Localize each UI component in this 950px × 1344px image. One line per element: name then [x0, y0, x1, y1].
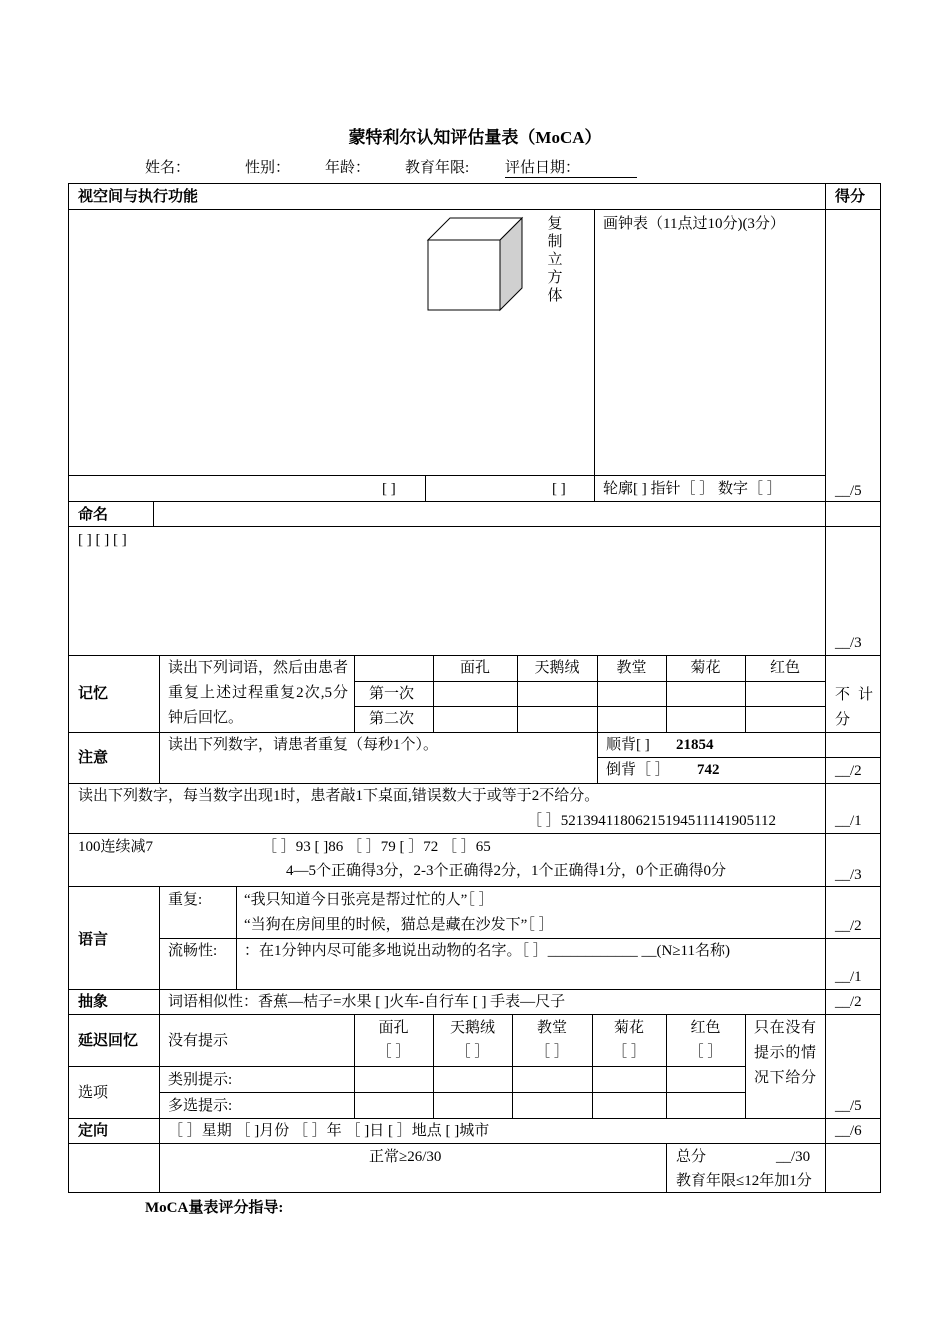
normal-threshold: 正常≥26/30: [369, 1149, 442, 1165]
fluency-score: __/1: [835, 969, 862, 985]
options-label: 选项: [78, 1085, 109, 1101]
delayed-recall-score: __/5: [835, 1098, 862, 1114]
repetition-label: 重复:: [168, 892, 203, 908]
delayed-recall-header: 延迟回忆: [78, 1033, 139, 1049]
memory-word-1: 面孔: [459, 660, 490, 676]
recall-word-2: 天鹅绒: [449, 1020, 495, 1036]
memory-word-3: 教堂: [616, 660, 647, 676]
serial-sevens-rule: 4—5个正确得3分，2-3个正确得2分，1个正确得1分，0个正确得0分: [286, 863, 726, 879]
forward-span-label: 顺背[ ]: [606, 737, 650, 753]
memory-word-5: 红色: [769, 660, 800, 676]
backward-span-label: 倒背［ ］: [606, 762, 670, 778]
category-cue-label: 类别提示:: [168, 1072, 233, 1088]
page-title: 蒙特利尔认知评估量表（MoCA）: [348, 128, 602, 147]
digit-span-instruction: 读出下列数字，请患者重复（每秒1个）。: [168, 737, 439, 753]
recall-word-1: 面孔: [378, 1020, 409, 1036]
naming-brackets: [ ] [ ] [ ]: [78, 532, 127, 548]
serial-sevens-score: __/3: [835, 867, 862, 883]
visuospatial-score: __/5: [835, 483, 862, 499]
clock-drawing-label: 画钟表（11点过10分)(3分）: [603, 216, 785, 232]
attention-header: 注意: [78, 750, 109, 766]
forward-digits: 21854: [676, 737, 714, 753]
visuospatial-header: 视空间与执行功能: [78, 189, 199, 205]
memory-instruction: 读出下列词语，然后由患者重复上述过程重复2次,5分钟后回忆。: [168, 660, 349, 726]
cube-score-bracket: [ ]: [552, 481, 566, 497]
recall-bracket-2: ［ ］: [455, 1044, 490, 1060]
no-cue-label: 没有提示: [168, 1033, 229, 1049]
recall-word-4: 菊花: [613, 1020, 644, 1036]
total-score-value: __/30: [776, 1149, 811, 1165]
memory-word-2: 天鹅绒: [534, 660, 580, 676]
patient-info-line: [145, 156, 637, 178]
repetition-sentence-2: “当狗在房间里的时候，猫总是藏在沙发下”［ ］: [244, 917, 554, 933]
orientation-items: ［ ］星期 ［ ]月份 ［ ］年 ［ ]日 [ ］地点 [ ]城市: [168, 1123, 490, 1139]
naming-score: __/3: [835, 635, 862, 651]
multiple-choice-cue-label: 多选提示:: [168, 1098, 233, 1114]
repetition-score: __/2: [835, 918, 862, 934]
recall-bracket-3: ［ ］: [535, 1044, 569, 1060]
scoring-guide-heading: MoCA量表评分指导:: [145, 1200, 284, 1216]
recall-bracket-4: ［ ］: [612, 1044, 646, 1060]
memory-word-4: 菊花: [690, 660, 721, 676]
gender-label: 性别：: [245, 160, 291, 176]
cube-drawing: [425, 216, 527, 312]
tapping-instruction: 读出下列数字，每当数字出现1时，患者敲1下桌面,错误数大于或等于2不给分。: [78, 788, 600, 804]
name-label: 姓名：: [145, 160, 191, 176]
tapping-digits: ［ ］52139411806215194511141905112: [527, 813, 777, 829]
orientation-score: __/6: [835, 1123, 862, 1139]
language-header: 语言: [78, 932, 109, 948]
repetition-sentence-1: “我只知道今日张亮是帮过忙的人”［ ］: [244, 892, 494, 908]
recall-word-5: 红色: [690, 1020, 721, 1036]
fluency-instruction: ：在1分钟内尽可能多地说出动物的名字。［ ］____________ __(N≥11名称): [244, 943, 731, 959]
abstraction-items: 词语相似性：香蕉—桔子=水果 [ ]火车-自行车 [ ] 手表—尺子: [168, 994, 566, 1010]
memory-no-score: 不计分: [835, 687, 873, 728]
education-adjustment-note: 教育年限≤12年加1分: [676, 1173, 812, 1189]
date-label: 评估日期：: [505, 156, 637, 178]
memory-header: 记忆: [78, 686, 109, 702]
naming-header: 命名: [78, 507, 109, 523]
tapping-score: __/1: [835, 813, 862, 829]
abstraction-header: 抽象: [78, 994, 109, 1010]
serial-sevens-items: ［ ］93 [ ]86 ［ ］79 [ ］72 ［ ］65: [262, 839, 491, 855]
age-label: 年龄：: [325, 160, 371, 176]
memory-trial-2: 第二次: [369, 711, 415, 727]
orientation-header: 定向: [78, 1123, 109, 1139]
abstraction-score: __/2: [835, 994, 862, 1010]
digit-span-score: __/2: [835, 763, 862, 779]
serial-sevens-label: 100连续减7: [78, 839, 154, 855]
cube-copy-label: 复制立方体: [547, 216, 563, 304]
recall-bracket-5: ［ ］: [688, 1044, 723, 1060]
clock-scoring: 轮廓[ ] 指针［ ］ 数字［ ］: [603, 481, 782, 497]
recall-word-3: 教堂: [536, 1020, 567, 1036]
total-score-label: 总分: [676, 1149, 707, 1165]
recall-scoring-note: 只在没有提示的情况下给分: [754, 1020, 816, 1086]
recall-bracket-1: ［ ］: [376, 1044, 411, 1060]
backward-digits: 742: [697, 762, 720, 778]
fluency-label: 流畅性:: [168, 943, 218, 959]
education-label: 教育年限:: [405, 160, 470, 176]
trail-score-bracket: [ ]: [382, 481, 396, 497]
memory-trial-1: 第一次: [369, 686, 415, 702]
score-column-header: 得分: [835, 189, 866, 205]
